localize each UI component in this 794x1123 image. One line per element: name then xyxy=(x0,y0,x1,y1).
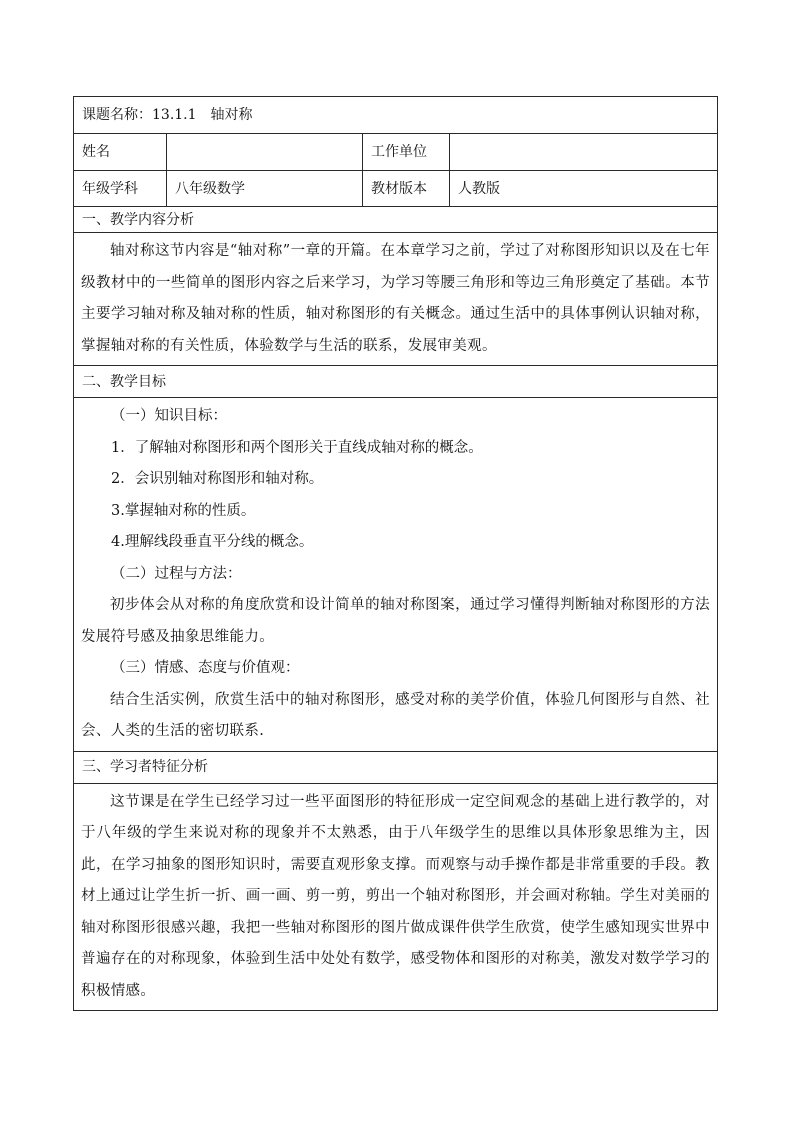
knowledge-item: 1．了解轴对称图形和两个图形关于直线成轴对称的概念。 xyxy=(111,439,483,456)
section3-body: 这节课是在学生已经学习过一些平面图形的特征形成一定空间观念的基础上进行教学的，对于八年级的学生来说对称的现象并不太熟悉，由于八年级学生的思维以具体形象思维为主，因此，在学习抽象的图形知识时，需要直观形象支撑。而观察与动手操作都是非常重要的手段。教材上通过让学生折一折、画一画、剪一剪，剪出一个轴对称图形，并会画对称轴。学生对美丽的轴对称图形很感兴趣，我把一些轴对称图形的图片做成课件供学生欣赏，使学生感知现实世界中普遍存在的对称现象，体验到生活中处处有数学，感受物体和图形的对称美，激发对数学学习的积极情感。 xyxy=(81,793,711,999)
edition-label: 教材版本 xyxy=(363,171,450,207)
section1-title: 一、教学内容分析 xyxy=(74,207,718,233)
emotion-body: 结合生活实例，欣赏生活中的轴对称图形，感受对称的美学价值，体验几何图形与自然、社会、人类的生活的密切联系. xyxy=(81,691,711,739)
section2-title: 二、教学目标 xyxy=(74,366,718,398)
process-heading: （二）过程与方法： xyxy=(111,565,242,582)
section2-body-cell xyxy=(74,398,718,752)
section3-title: 三、学习者特征分析 xyxy=(74,751,718,783)
section3-body-cell xyxy=(74,783,718,1011)
emotion-heading: （三）情感、态度与价值观： xyxy=(111,660,300,676)
unit-value xyxy=(450,134,718,171)
knowledge-item: 4.理解线段垂直平分线的概念。 xyxy=(111,534,314,550)
name-value xyxy=(167,134,363,171)
knowledge-item: 3.掌握轴对称的性质。 xyxy=(111,502,256,519)
edition-value: 人教版 xyxy=(450,171,718,207)
course-title: 课题名称：13.1.1 轴对称 xyxy=(74,97,718,134)
section1-body-cell xyxy=(74,233,718,366)
unit-label: 工作单位 xyxy=(363,134,450,171)
knowledge-item: 2．会识别轴对称图形和轴对称。 xyxy=(111,471,324,487)
section1-body: 轴对称这节内容是“轴对称”一章的开篇。在本章学习之前，学过了对称图形知识以及在七年级教材中的一些简单的图形内容之后来学习，为学习等腰三角形和等边三角形奠定了基础。本节主要学习轴对称及轴对称的性质，轴对称图形的有关概念。通过生活中的具体事例认识轴对称，掌握轴对称的有关性质，体验数学与生活的联系，发展审美观。 xyxy=(81,243,711,354)
grade-label: 年级学科 xyxy=(74,171,167,207)
grade-value: 八年级数学 xyxy=(167,171,363,207)
process-body: 初步体会从对称的角度欣赏和设计简单的轴对称图案，通过学习懂得判断轴对称图形的方法发展符号感及抽象思维能力。 xyxy=(81,597,711,645)
name-label: 姓名 xyxy=(74,134,167,171)
knowledge-heading: （一）知识目标： xyxy=(111,408,227,424)
lesson-plan-table xyxy=(73,96,718,1011)
